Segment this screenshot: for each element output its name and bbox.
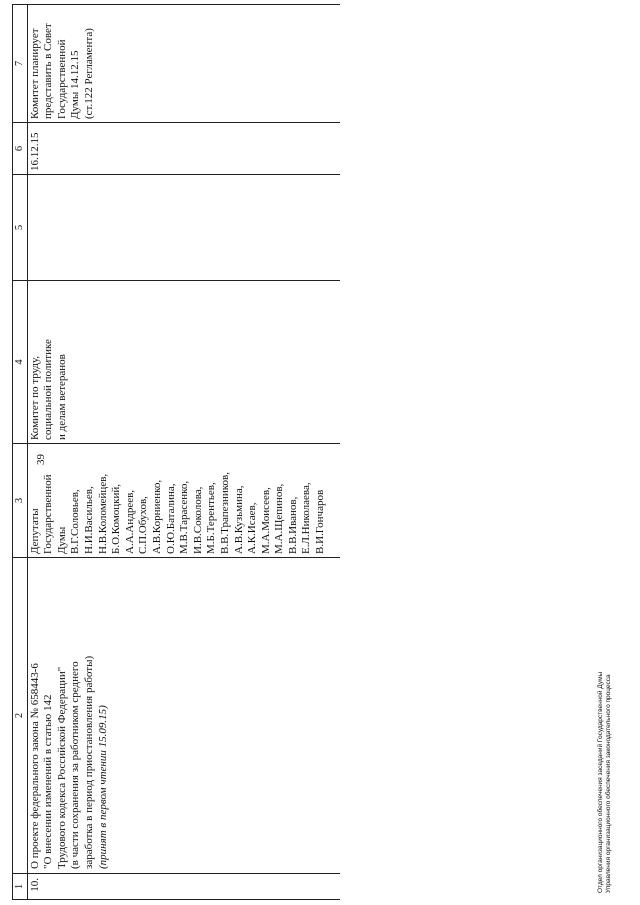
committee-cell bbox=[27, 281, 340, 444]
initiator-line: Депутаты bbox=[28, 508, 41, 554]
bill-title-line: "О внесении изменений в статью 142 bbox=[42, 694, 55, 869]
committee-line: Комитет по труду, bbox=[28, 355, 41, 440]
initiator-line: М.А.Моисеев, bbox=[259, 487, 272, 554]
bill-title-line: Трудового кодекса Российской Федерации" bbox=[55, 666, 68, 869]
initiator-line: Б.О.Комоцкий, bbox=[110, 483, 123, 554]
legislation-table bbox=[12, 4, 340, 900]
initiator-line: Государственной bbox=[42, 474, 55, 554]
bill-title-cell bbox=[27, 558, 340, 874]
initiator-line: А.А.Андреев, bbox=[123, 489, 136, 554]
row-number: 10. bbox=[27, 874, 340, 900]
initiators-cell bbox=[27, 444, 340, 558]
bill-reading-note: (принят в первом чтении 15.09.15) bbox=[96, 705, 109, 869]
column-5-cell bbox=[27, 175, 340, 281]
initiator-line: В.И.Гончаров bbox=[314, 489, 327, 554]
note-line: представить в Совет bbox=[42, 23, 55, 119]
column-header-6: 6 bbox=[13, 123, 28, 175]
initiator-line: С.П.Обухов, bbox=[137, 496, 150, 554]
bill-title-line: заработка в период приостановления работы) bbox=[82, 655, 95, 869]
initiator-line: О.Ю.Баталина, bbox=[164, 483, 177, 554]
initiator-line: А.В.Кузьмина, bbox=[232, 485, 245, 554]
column-header-4: 4 bbox=[13, 281, 28, 444]
column-header-1: 1 bbox=[13, 874, 28, 900]
column-header-3: 3 bbox=[13, 444, 28, 558]
note-cell bbox=[27, 5, 340, 123]
table-row bbox=[27, 5, 340, 900]
note-line: Комитет планирует bbox=[28, 28, 41, 119]
initiator-line: Н.В.Коломейцев, bbox=[96, 473, 109, 554]
initiator-line: В.Г.Соловьев, bbox=[69, 489, 82, 554]
initiator-line: М.В.Тарасенко, bbox=[178, 480, 191, 554]
note-line: (ст.122 Регламента) bbox=[82, 28, 95, 119]
initiator-line: Н.И.Васильев, bbox=[82, 486, 95, 554]
initiator-line: М.Б.Терентьев, bbox=[205, 482, 218, 554]
committee-line: социальной политике bbox=[42, 339, 55, 440]
note-line: Думы 14.12.15 bbox=[69, 50, 82, 119]
bill-title-line: О проекте федерального закона № 658443-6 bbox=[28, 663, 41, 869]
page-number: 39 bbox=[35, 454, 47, 465]
initiator-line: М.А.Щепинов, bbox=[273, 483, 286, 554]
initiator-line: Думы bbox=[55, 526, 68, 554]
bill-title-line: (в части сохранения за работником среднего bbox=[69, 661, 82, 869]
footer bbox=[597, 672, 613, 893]
initiator-line: А.В.Корниенко, bbox=[150, 479, 163, 554]
footer-line-1: Отдел организационного обеспечения заседаний Государственной Думы bbox=[597, 671, 604, 893]
initiator-line: В.В.Трапезников, bbox=[218, 472, 231, 554]
column-header-2: 2 bbox=[13, 558, 28, 874]
header-row bbox=[13, 5, 28, 900]
column-header-7: 7 bbox=[13, 5, 28, 123]
initiator-line: В.В.Иванов, bbox=[286, 496, 299, 554]
note-line: Государственной bbox=[55, 39, 68, 119]
column-header-5: 5 bbox=[13, 175, 28, 281]
initiator-line: Е.Л.Николаева, bbox=[300, 482, 313, 554]
initiator-line: А.К.Исаев, bbox=[246, 502, 259, 554]
committee-line: и делам ветеранов bbox=[55, 354, 68, 440]
initiator-line: И.В.Соколова, bbox=[191, 486, 204, 554]
footer-line-2: Управления организационного обеспечения законодательного процесса bbox=[605, 674, 612, 893]
date-cell: 16.12.15 bbox=[27, 123, 340, 175]
